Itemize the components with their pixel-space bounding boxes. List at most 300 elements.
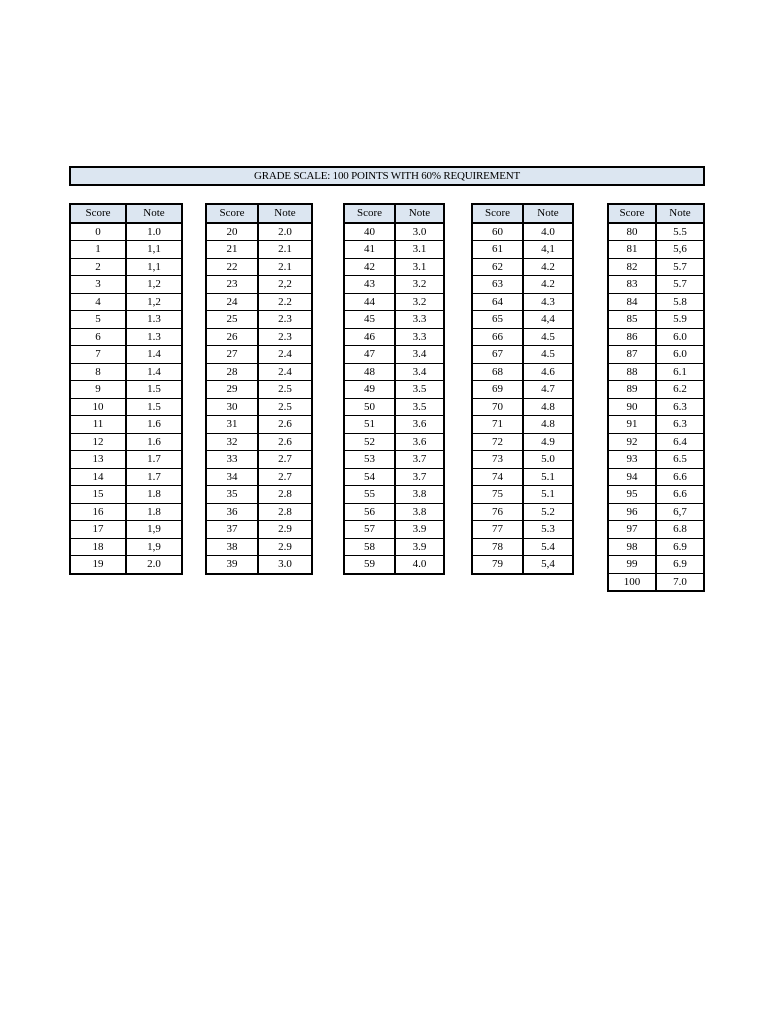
- table-row: [608, 503, 704, 521]
- table-row: [344, 503, 444, 521]
- score-cell: 76: [472, 503, 523, 521]
- note-cell: 3.8: [395, 503, 444, 521]
- score-cell: 92: [608, 433, 656, 451]
- table-row: [70, 311, 182, 329]
- note-cell: 4.5: [523, 328, 573, 346]
- note-cell: 3.2: [395, 276, 444, 294]
- table-row: [206, 521, 312, 539]
- note-cell: 2.9: [258, 538, 312, 556]
- note-cell: 6.2: [656, 381, 704, 399]
- table-row: [608, 398, 704, 416]
- note-cell: 5,4: [523, 556, 573, 574]
- note-cell: 1,2: [126, 293, 182, 311]
- table-row: [472, 416, 573, 434]
- note-cell: 1.7: [126, 451, 182, 469]
- table-row: [206, 556, 312, 574]
- note-cell: 7.0: [656, 573, 704, 591]
- note-cell: 1.6: [126, 416, 182, 434]
- table-row: [70, 328, 182, 346]
- note-cell: 2.6: [258, 416, 312, 434]
- note-cell: 2.8: [258, 486, 312, 504]
- score-cell: 69: [472, 381, 523, 399]
- note-cell: 4.0: [395, 556, 444, 574]
- table-row: [608, 468, 704, 486]
- note-cell: 6,7: [656, 503, 704, 521]
- table-row: [206, 311, 312, 329]
- note-cell: 2.1: [258, 241, 312, 259]
- table-row: [206, 503, 312, 521]
- note-cell: 2.4: [258, 346, 312, 364]
- score-cell: 96: [608, 503, 656, 521]
- table-row: [70, 363, 182, 381]
- note-cell: 6.3: [656, 398, 704, 416]
- note-cell: 1,1: [126, 241, 182, 259]
- table-row: [608, 556, 704, 574]
- note-cell: 3.2: [395, 293, 444, 311]
- score-cell: 64: [472, 293, 523, 311]
- table-row: [472, 223, 573, 241]
- score-cell: 75: [472, 486, 523, 504]
- grade-table-0-19: [69, 203, 183, 575]
- score-cell: 97: [608, 521, 656, 539]
- score-cell: 13: [70, 451, 126, 469]
- score-cell: 78: [472, 538, 523, 556]
- table-row: [70, 381, 182, 399]
- table-row: [472, 486, 573, 504]
- score-cell: 73: [472, 451, 523, 469]
- table-row: [472, 241, 573, 259]
- note-cell: 3.9: [395, 521, 444, 539]
- note-cell: 4.8: [523, 398, 573, 416]
- note-cell: 6.3: [656, 416, 704, 434]
- table-row: [344, 451, 444, 469]
- table-row: [608, 538, 704, 556]
- table-row: [344, 363, 444, 381]
- score-cell: 27: [206, 346, 258, 364]
- score-cell: 20: [206, 223, 258, 241]
- score-header: Score: [344, 204, 395, 223]
- table-row: [608, 573, 704, 591]
- score-cell: 1: [70, 241, 126, 259]
- score-cell: 52: [344, 433, 395, 451]
- table-row: [608, 223, 704, 241]
- score-cell: 50: [344, 398, 395, 416]
- table-row: [472, 468, 573, 486]
- note-cell: 1.4: [126, 363, 182, 381]
- score-cell: 4: [70, 293, 126, 311]
- note-cell: 5.7: [656, 258, 704, 276]
- score-cell: 63: [472, 276, 523, 294]
- score-cell: 39: [206, 556, 258, 574]
- score-cell: 44: [344, 293, 395, 311]
- note-cell: 2.5: [258, 398, 312, 416]
- table-row: [70, 451, 182, 469]
- score-cell: 83: [608, 276, 656, 294]
- note-cell: 6.8: [656, 521, 704, 539]
- table-row: [472, 538, 573, 556]
- score-cell: 93: [608, 451, 656, 469]
- score-cell: 77: [472, 521, 523, 539]
- note-cell: 4.5: [523, 346, 573, 364]
- table-row: [472, 398, 573, 416]
- score-cell: 33: [206, 451, 258, 469]
- score-cell: 36: [206, 503, 258, 521]
- score-cell: 86: [608, 328, 656, 346]
- table-row: [70, 433, 182, 451]
- table-row: [608, 521, 704, 539]
- note-header: Note: [395, 204, 444, 223]
- table-row: [472, 381, 573, 399]
- table-row: [608, 363, 704, 381]
- note-cell: 2.3: [258, 311, 312, 329]
- table-row: [206, 241, 312, 259]
- note-cell: 1.3: [126, 328, 182, 346]
- table-row: [70, 538, 182, 556]
- score-header: Score: [472, 204, 523, 223]
- score-cell: 34: [206, 468, 258, 486]
- score-cell: 0: [70, 223, 126, 241]
- table-row: [472, 521, 573, 539]
- score-cell: 85: [608, 311, 656, 329]
- score-cell: 70: [472, 398, 523, 416]
- grade-table-40-59: [343, 203, 445, 575]
- score-cell: 17: [70, 521, 126, 539]
- table-row: [344, 486, 444, 504]
- score-cell: 46: [344, 328, 395, 346]
- score-cell: 62: [472, 258, 523, 276]
- table-row: [344, 556, 444, 574]
- table-row: [344, 398, 444, 416]
- score-cell: 10: [70, 398, 126, 416]
- score-cell: 48: [344, 363, 395, 381]
- note-cell: 4,1: [523, 241, 573, 259]
- table-row: [70, 258, 182, 276]
- note-cell: 1.5: [126, 381, 182, 399]
- table-row: [70, 503, 182, 521]
- score-cell: 26: [206, 328, 258, 346]
- score-cell: 24: [206, 293, 258, 311]
- score-cell: 80: [608, 223, 656, 241]
- table-row: [608, 258, 704, 276]
- table-row: [472, 311, 573, 329]
- note-cell: 2.2: [258, 293, 312, 311]
- note-cell: 2.5: [258, 381, 312, 399]
- note-cell: 5.4: [523, 538, 573, 556]
- score-cell: 67: [472, 346, 523, 364]
- score-cell: 88: [608, 363, 656, 381]
- note-cell: 1.4: [126, 346, 182, 364]
- score-cell: 22: [206, 258, 258, 276]
- score-cell: 60: [472, 223, 523, 241]
- note-cell: 2.1: [258, 258, 312, 276]
- score-cell: 37: [206, 521, 258, 539]
- note-cell: 6.1: [656, 363, 704, 381]
- score-header: Score: [608, 204, 656, 223]
- note-cell: 6.9: [656, 556, 704, 574]
- score-cell: 74: [472, 468, 523, 486]
- score-cell: 87: [608, 346, 656, 364]
- score-cell: 2: [70, 258, 126, 276]
- table-row: [70, 556, 182, 574]
- score-cell: 95: [608, 486, 656, 504]
- note-cell: 1,2: [126, 276, 182, 294]
- table-row: [70, 416, 182, 434]
- note-cell: 4.6: [523, 363, 573, 381]
- note-header: Note: [523, 204, 573, 223]
- note-cell: 1.0: [126, 223, 182, 241]
- note-cell: 3.1: [395, 258, 444, 276]
- grade-table-60-79: [471, 203, 574, 575]
- table-row: [206, 416, 312, 434]
- note-cell: 4.2: [523, 276, 573, 294]
- table-row: [344, 276, 444, 294]
- note-cell: 4.0: [523, 223, 573, 241]
- score-cell: 41: [344, 241, 395, 259]
- score-cell: 57: [344, 521, 395, 539]
- table-row: [608, 416, 704, 434]
- note-cell: 1.8: [126, 486, 182, 504]
- table-row: [70, 521, 182, 539]
- note-cell: 3.6: [395, 416, 444, 434]
- table-row: [472, 258, 573, 276]
- table-row: [206, 381, 312, 399]
- table-row: [344, 241, 444, 259]
- note-cell: 4.9: [523, 433, 573, 451]
- score-cell: 58: [344, 538, 395, 556]
- table-row: [344, 416, 444, 434]
- table-row: [206, 451, 312, 469]
- score-cell: 65: [472, 311, 523, 329]
- note-cell: 3.5: [395, 381, 444, 399]
- note-cell: 6.5: [656, 451, 704, 469]
- score-cell: 12: [70, 433, 126, 451]
- table-row: [206, 258, 312, 276]
- note-cell: 5.2: [523, 503, 573, 521]
- note-cell: 5.3: [523, 521, 573, 539]
- score-cell: 47: [344, 346, 395, 364]
- score-cell: 71: [472, 416, 523, 434]
- note-cell: 2.6: [258, 433, 312, 451]
- table-row: [70, 223, 182, 241]
- table-row: [608, 311, 704, 329]
- score-cell: 23: [206, 276, 258, 294]
- note-cell: 2.7: [258, 468, 312, 486]
- table-row: [206, 398, 312, 416]
- score-cell: 5: [70, 311, 126, 329]
- table-row: [344, 346, 444, 364]
- score-cell: 25: [206, 311, 258, 329]
- table-row: [472, 363, 573, 381]
- score-cell: 84: [608, 293, 656, 311]
- note-cell: 6.4: [656, 433, 704, 451]
- note-cell: 2.9: [258, 521, 312, 539]
- score-cell: 8: [70, 363, 126, 381]
- note-header: Note: [656, 204, 704, 223]
- score-cell: 59: [344, 556, 395, 574]
- note-cell: 3.7: [395, 451, 444, 469]
- note-cell: 3.0: [258, 556, 312, 574]
- score-cell: 100: [608, 573, 656, 591]
- table-row: [344, 468, 444, 486]
- score-cell: 82: [608, 258, 656, 276]
- score-cell: 42: [344, 258, 395, 276]
- score-cell: 16: [70, 503, 126, 521]
- table-row: [472, 276, 573, 294]
- note-cell: 1.5: [126, 398, 182, 416]
- table-row: [206, 433, 312, 451]
- note-cell: 6.6: [656, 486, 704, 504]
- score-cell: 18: [70, 538, 126, 556]
- table-row: [344, 521, 444, 539]
- score-cell: 30: [206, 398, 258, 416]
- table-row: [608, 451, 704, 469]
- score-cell: 53: [344, 451, 395, 469]
- note-cell: 3.9: [395, 538, 444, 556]
- table-row: [344, 311, 444, 329]
- table-row: [344, 381, 444, 399]
- score-cell: 91: [608, 416, 656, 434]
- note-cell: 5,6: [656, 241, 704, 259]
- note-header: Note: [258, 204, 312, 223]
- score-cell: 49: [344, 381, 395, 399]
- grade-table-20-39: [205, 203, 313, 575]
- note-cell: 1.7: [126, 468, 182, 486]
- score-cell: 79: [472, 556, 523, 574]
- table-row: [472, 503, 573, 521]
- score-cell: 56: [344, 503, 395, 521]
- score-cell: 6: [70, 328, 126, 346]
- note-cell: 3.0: [395, 223, 444, 241]
- score-cell: 19: [70, 556, 126, 574]
- score-cell: 38: [206, 538, 258, 556]
- note-cell: 3.4: [395, 346, 444, 364]
- note-cell: 5.1: [523, 468, 573, 486]
- note-cell: 6.0: [656, 346, 704, 364]
- grade-table-80-100: [607, 203, 705, 592]
- table-row: [608, 486, 704, 504]
- score-cell: 45: [344, 311, 395, 329]
- score-cell: 81: [608, 241, 656, 259]
- note-header: Note: [126, 204, 182, 223]
- table-row: [472, 556, 573, 574]
- table-row: [206, 468, 312, 486]
- table-row: [608, 276, 704, 294]
- score-cell: 29: [206, 381, 258, 399]
- score-cell: 15: [70, 486, 126, 504]
- note-cell: 4.7: [523, 381, 573, 399]
- score-cell: 7: [70, 346, 126, 364]
- note-cell: 5.0: [523, 451, 573, 469]
- score-cell: 98: [608, 538, 656, 556]
- score-cell: 61: [472, 241, 523, 259]
- table-row: [472, 346, 573, 364]
- table-row: [608, 293, 704, 311]
- note-cell: 3.3: [395, 328, 444, 346]
- note-cell: 4.3: [523, 293, 573, 311]
- note-cell: 4.8: [523, 416, 573, 434]
- grade-scale-title: GRADE SCALE: 100 POINTS WITH 60% REQUIREMENT: [69, 166, 705, 186]
- note-cell: 4,4: [523, 311, 573, 329]
- note-cell: 6.6: [656, 468, 704, 486]
- table-row: [70, 468, 182, 486]
- note-cell: 3.8: [395, 486, 444, 504]
- table-row: [70, 293, 182, 311]
- note-cell: 5.1: [523, 486, 573, 504]
- note-cell: 6.9: [656, 538, 704, 556]
- table-row: [70, 486, 182, 504]
- note-cell: 1.3: [126, 311, 182, 329]
- table-row: [206, 346, 312, 364]
- score-cell: 3: [70, 276, 126, 294]
- table-row: [206, 293, 312, 311]
- table-row: [344, 433, 444, 451]
- note-cell: 3.5: [395, 398, 444, 416]
- score-cell: 31: [206, 416, 258, 434]
- note-cell: 3.6: [395, 433, 444, 451]
- note-cell: 1,9: [126, 521, 182, 539]
- score-cell: 21: [206, 241, 258, 259]
- score-cell: 28: [206, 363, 258, 381]
- score-cell: 68: [472, 363, 523, 381]
- table-row: [206, 328, 312, 346]
- score-cell: 90: [608, 398, 656, 416]
- note-cell: 4.2: [523, 258, 573, 276]
- table-row: [344, 293, 444, 311]
- table-row: [206, 223, 312, 241]
- score-cell: 66: [472, 328, 523, 346]
- note-cell: 1,9: [126, 538, 182, 556]
- score-cell: 55: [344, 486, 395, 504]
- note-cell: 3.7: [395, 468, 444, 486]
- note-cell: 2.0: [126, 556, 182, 574]
- table-row: [344, 258, 444, 276]
- table-row: [70, 346, 182, 364]
- table-row: [472, 328, 573, 346]
- table-row: [344, 223, 444, 241]
- score-cell: 54: [344, 468, 395, 486]
- table-row: [344, 328, 444, 346]
- table-row: [70, 241, 182, 259]
- note-cell: 2.7: [258, 451, 312, 469]
- score-cell: 99: [608, 556, 656, 574]
- table-row: [206, 538, 312, 556]
- note-cell: 5.9: [656, 311, 704, 329]
- score-header: Score: [70, 204, 126, 223]
- table-row: [608, 346, 704, 364]
- table-row: [472, 293, 573, 311]
- note-cell: 2.0: [258, 223, 312, 241]
- note-cell: 1.8: [126, 503, 182, 521]
- note-cell: 5.5: [656, 223, 704, 241]
- table-row: [70, 398, 182, 416]
- table-row: [608, 433, 704, 451]
- note-cell: 3.1: [395, 241, 444, 259]
- table-row: [344, 538, 444, 556]
- table-row: [472, 451, 573, 469]
- note-cell: 3.3: [395, 311, 444, 329]
- score-cell: 14: [70, 468, 126, 486]
- note-cell: 3.4: [395, 363, 444, 381]
- score-cell: 11: [70, 416, 126, 434]
- score-cell: 94: [608, 468, 656, 486]
- table-row: [608, 381, 704, 399]
- score-cell: 9: [70, 381, 126, 399]
- table-row: [472, 433, 573, 451]
- note-cell: 5.8: [656, 293, 704, 311]
- table-row: [206, 276, 312, 294]
- table-row: [608, 241, 704, 259]
- score-cell: 35: [206, 486, 258, 504]
